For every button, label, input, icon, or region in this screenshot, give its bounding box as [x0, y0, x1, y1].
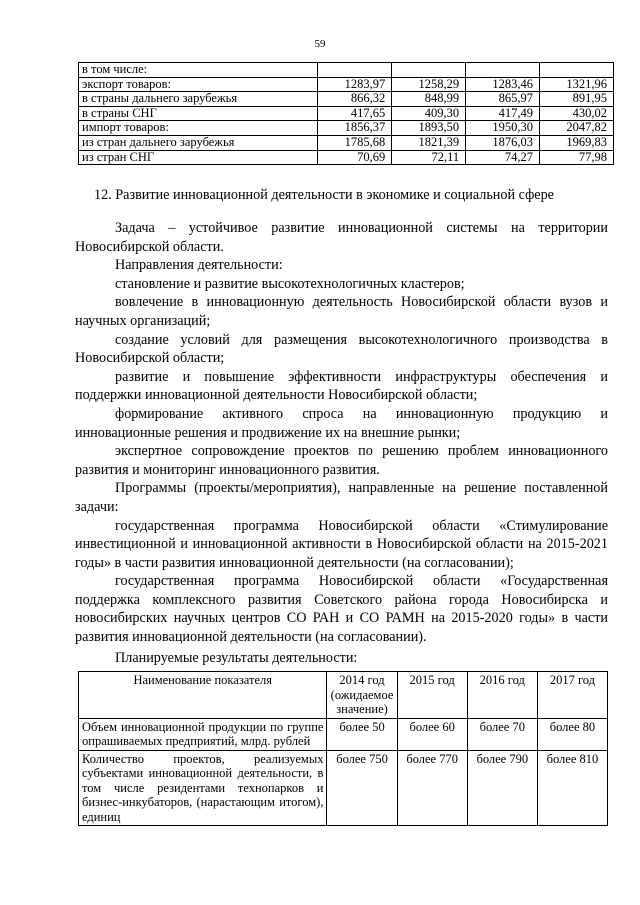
table-row	[79, 750, 608, 826]
cell-value	[392, 63, 466, 78]
row-label: в страны СНГ	[79, 106, 318, 121]
header-2014: 2014 год (ожидаемое значение)	[327, 672, 397, 719]
cell-value: 1321,96	[540, 77, 614, 92]
cell-value: 1969,83	[540, 135, 614, 150]
table-row	[79, 77, 614, 92]
row-label: из стран дальнего зарубежья	[79, 135, 318, 150]
cell-value: 1856,37	[318, 121, 392, 136]
indicator-value: более 80	[537, 718, 607, 750]
header-2015: 2015 год	[397, 672, 467, 719]
table-row	[79, 135, 614, 150]
section-heading: 12. Развитие инновационной деятельности в экономике и социальной сфере	[94, 187, 554, 203]
trade-table	[78, 62, 614, 165]
row-label: в страны дальнего зарубежья	[79, 92, 318, 107]
results-table	[78, 671, 608, 826]
indicator-name: Объем инновационной продукции по группе опрашиваемых предприятий, млрд. рублей	[79, 718, 327, 750]
table-row	[79, 92, 614, 107]
cell-value: 1258,29	[392, 77, 466, 92]
row-label: из стран СНГ	[79, 150, 318, 165]
body-text	[75, 219, 608, 647]
cell-value: 866,32	[318, 92, 392, 107]
cell-value: 409,30	[392, 106, 466, 121]
cell-value: 1893,50	[392, 121, 466, 136]
program-item: государственная программа Новосибирской области «Государственная поддержка комплексного развития Советского района города Новосибирска и новосибирских научных центров СО РАН и СО РАМН на 2015-2020 годы» в части развития инновационной деятельности (на согласовании).	[75, 573, 608, 646]
direction-item: формирование активного спроса на инновационную продукцию и инновационные решения и продвижение их на внешние рынки;	[75, 405, 608, 441]
table-row	[79, 121, 614, 136]
indicator-value: более 60	[397, 718, 467, 750]
cell-value: 70,69	[318, 150, 392, 165]
cell-value: 430,02	[540, 106, 614, 121]
direction-item: экспертное сопровождение проектов по решению проблем инновационного развития и мониторинг инновационного развития.	[75, 443, 608, 478]
task-paragraph: Задача – устойчивое развитие инновационной системы на территории Новосибирской области.	[75, 220, 608, 255]
indicator-value: более 790	[467, 750, 537, 826]
indicator-name: Количество проектов, реализуемых субъектами инновационной деятельности, в том числе резидентами технопарков и бизнес-инкубаторов, (нарастающим итогом), единиц	[79, 750, 327, 826]
indicator-value: более 770	[397, 750, 467, 826]
row-label: экспорт товаров:	[79, 77, 318, 92]
header-indicator-name: Наименование показателя	[79, 672, 327, 719]
programs-heading: Программы (проекты/мероприятия), направленные на решение поставленной задачи:	[75, 480, 608, 515]
results-lead: Планируемые результаты деятельности:	[115, 650, 358, 666]
program-item: государственная программа Новосибирской области «Стимулирование инвестиционной и инновационной активности в Новосибирской области на 2015-2021 годы» в части развития инновационной деятельности (на согласовании);	[75, 517, 608, 571]
direction-item: становление и развитие высокотехнологичных кластеров;	[115, 275, 465, 292]
indicator-value: более 750	[327, 750, 397, 826]
row-label: в том числе:	[79, 63, 318, 78]
indicator-value: более 810	[537, 750, 607, 826]
cell-value	[540, 63, 614, 78]
cell-value: 1283,97	[318, 77, 392, 92]
cell-value: 2047,82	[540, 121, 614, 136]
cell-value: 1283,46	[466, 77, 540, 92]
cell-value: 74,27	[466, 150, 540, 165]
table-row	[79, 63, 614, 78]
cell-value: 417,49	[466, 106, 540, 121]
indicator-value: более 50	[327, 718, 397, 750]
direction-item: создание условий для размещения высокотехнологичного производства в Новосибирской области;	[75, 331, 608, 367]
cell-value	[318, 63, 392, 78]
cell-value	[466, 63, 540, 78]
table-row	[79, 718, 608, 750]
cell-value: 865,97	[466, 92, 540, 107]
indicator-value: более 70	[467, 718, 537, 750]
table-row	[79, 150, 614, 165]
results-header-row	[79, 672, 608, 719]
directions-heading: Направления деятельности:	[115, 257, 283, 274]
cell-value: 848,99	[392, 92, 466, 107]
cell-value: 77,98	[540, 150, 614, 165]
cell-value: 417,65	[318, 106, 392, 121]
page-number: 59	[314, 38, 326, 50]
header-2016: 2016 год	[467, 672, 537, 719]
cell-value: 1821,39	[392, 135, 466, 150]
table-row	[79, 106, 614, 121]
cell-value: 891,95	[540, 92, 614, 107]
header-2017: 2017 год	[537, 672, 607, 719]
cell-value: 1785,68	[318, 135, 392, 150]
direction-item: развитие и повышение эффективности инфраструктуры обеспечения и поддержки инновационной деятельности Новосибирской области;	[75, 368, 608, 404]
direction-item: вовлечение в инновационную деятельность Новосибирской области вузов и научных организаций;	[75, 294, 608, 329]
cell-value: 1950,30	[466, 121, 540, 136]
cell-value: 72,11	[392, 150, 466, 165]
cell-value: 1876,03	[466, 135, 540, 150]
row-label: импорт товаров:	[79, 121, 318, 136]
